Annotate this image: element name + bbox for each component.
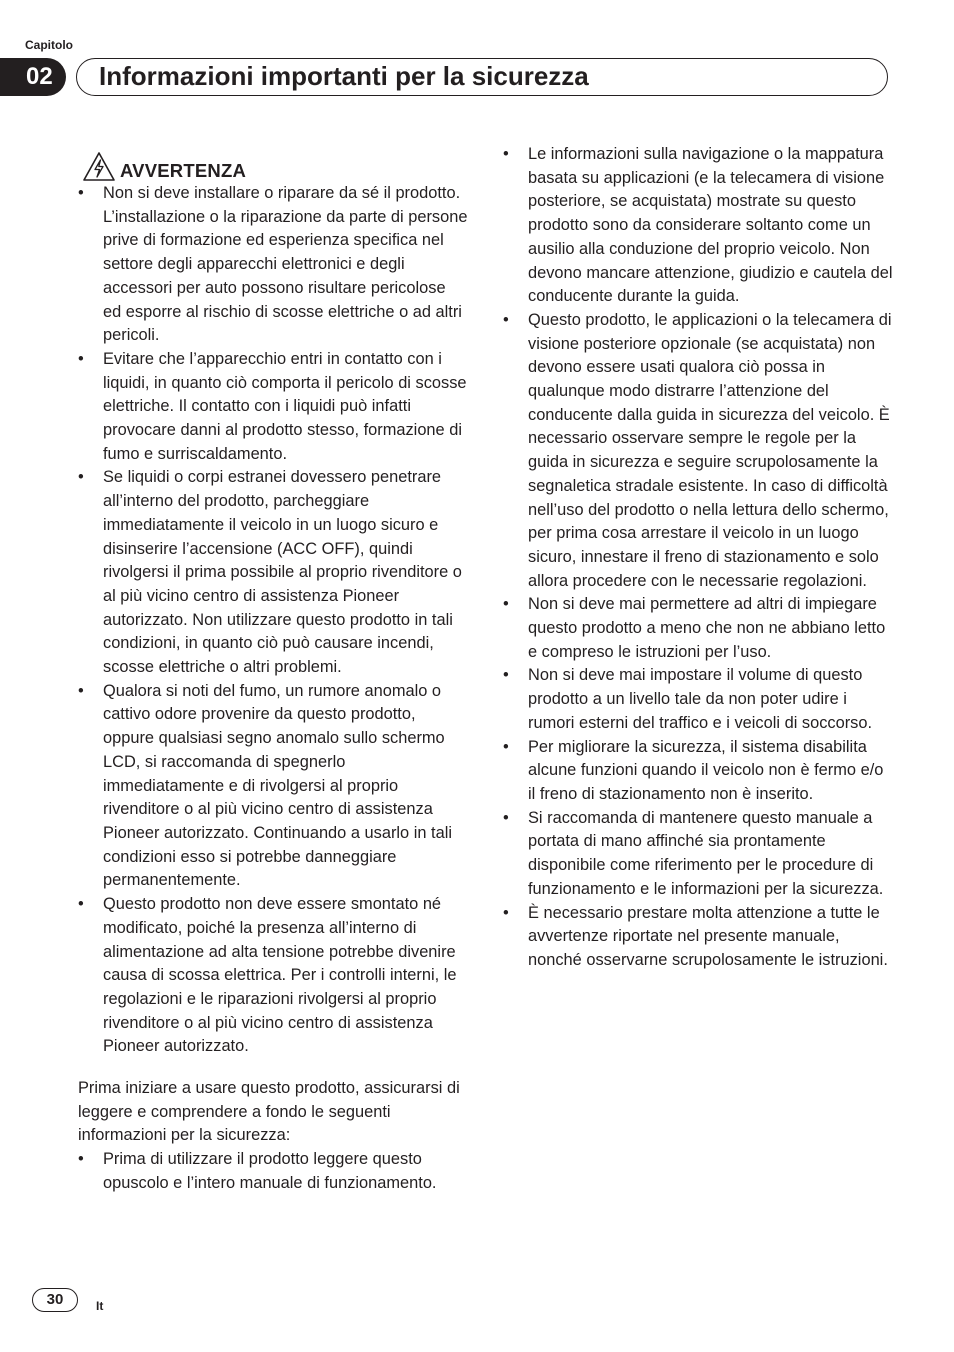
chapter-label: Capitolo (25, 38, 73, 52)
page-number: 30 (32, 1288, 78, 1312)
warning-list (78, 182, 468, 1059)
intro-list (78, 1148, 468, 1195)
list-item: • Si raccomanda di mantenere questo manuale a portata di mano affinché sia prontamente disponibile come riferimento per le procedure di funzionamento e le informazioni per la sicurezza. (503, 807, 893, 902)
list-item: • Per migliorare la sicurezza, il sistema disabilita alcune funzioni quando il veicolo non è fermo e/o il freno di stazionamento non è inserito. (503, 736, 893, 807)
list-item: • Questo prodotto non deve essere smontato né modificato, poiché la presenza all’interno di alimentazione ad alta tensione potrebbe divenire causa di scossa elettrica. Per i controlli interni, le regolazioni e le riparazioni rivolgersi al proprio rivenditore o al più vicino centro di assistenza Pioneer autorizzato. (78, 893, 468, 1059)
list-item: • Prima di utilizzare il prodotto leggere questo opuscolo e l’intero manuale di funzionamento. (78, 1148, 468, 1195)
chapter-number-tab: 02 (0, 58, 66, 96)
left-column (78, 150, 468, 1196)
right-column (503, 143, 893, 973)
warning-heading (82, 150, 468, 182)
list-item: • Se liquidi o corpi estranei dovessero penetrare all’interno del prodotto, parcheggiare immediatamente il veicolo in un luogo sicuro e disinserire l’accensione (ACC OFF), quindi rivolgersi il prima possibile al proprio rivenditore o al più vicino centro di assistenza Pioneer autorizzato. Non utilizzare questo prodotto in tali condizioni, in quanto ciò può causare incendi, scosse elettriche o altri problemi. (78, 466, 468, 679)
electric-shock-warning-icon (82, 151, 116, 182)
list-item: • Qualora si noti del fumo, un rumore anomalo o cattivo odore provenire da questo prodotto, oppure qualsiasi segno anomalo sullo schermo LCD, si raccomanda di spegnerlo immediatamente e di rivolgersi al proprio rivenditore o al più vicino centro di assistenza Pioneer autorizzato. Continuando a usarlo in tali condizioni esso si potrebbe danneggiare permanentemente. (78, 680, 468, 893)
list-item: • Le informazioni sulla navigazione o la mappatura basata su applicazioni (e la telecamera di visione posteriore, se acquistata) mostrate su questo prodotto sono da considerare soltanto come un ausilio alla conduzione del proprio veicolo. Non devono mancare attenzione, giudizio e cautela del conducente durante la guida. (503, 143, 893, 309)
list-item: • Non si deve installare o riparare da sé il prodotto. L’installazione o la riparazione da parte di persone prive di formazione ed esperienza specifica nel settore degli apparecchi elettronici e degli accessori per auto possono risultare pericolose ed esporre al rischio di scosse elettriche o ad altri pericoli. (78, 182, 468, 348)
list-item: • Non si deve mai impostare il volume di questo prodotto a un livello tale da non poter udire i rumori esterni del traffico e i veicoli di soccorso. (503, 664, 893, 735)
safety-list (503, 143, 893, 973)
list-item: • Non si deve mai permettere ad altri di impiegare questo prodotto a meno che non ne abbiano letto e compreso le istruzioni per l’uso. (503, 593, 893, 664)
intro-paragraph: Prima iniziare a usare questo prodotto, assicurarsi di leggere e comprendere a fondo le seguenti informazioni per la sicurezza: (78, 1079, 460, 1145)
warning-heading-text: AVVERTENZA (120, 160, 247, 181)
list-item: • Questo prodotto, le applicazioni o la telecamera di visione posteriore opzionale (se acquistata) non devono essere usati qualora ciò possa in qualunque modo distrarre l’attenzione del conducente dalla guida in sicurezza del veicolo. È necessario osservare sempre le regole per la guida in sicurezza e seguire scrupolosamente la segnaletica stradale esistente. In caso di difficoltà nell’uso del prodotto o nella lettura dello schermo, per prima cosa arrestare il veicolo in un luogo sicuro, innestare il freno di stazionamento e solo allora procedere con le necessarie regolazioni. (503, 309, 893, 593)
list-item: • Evitare che l’apparecchio entri in contatto con i liquidi, in quanto ciò comporta il pericolo di scosse elettriche. Il contatto con i liquidi può infatti provocare danni al prodotto stesso, formazione di fumo e surriscaldamento. (78, 348, 468, 467)
list-item: • È necessario prestare molta attenzione a tutte le avvertenze riportate nel presente manuale, nonché osservarne scrupolosamente le istruzioni. (503, 902, 893, 973)
page-title: Informazioni importanti per la sicurezza (99, 61, 589, 91)
chapter-title-box (76, 58, 888, 96)
language-code: It (96, 1299, 104, 1313)
